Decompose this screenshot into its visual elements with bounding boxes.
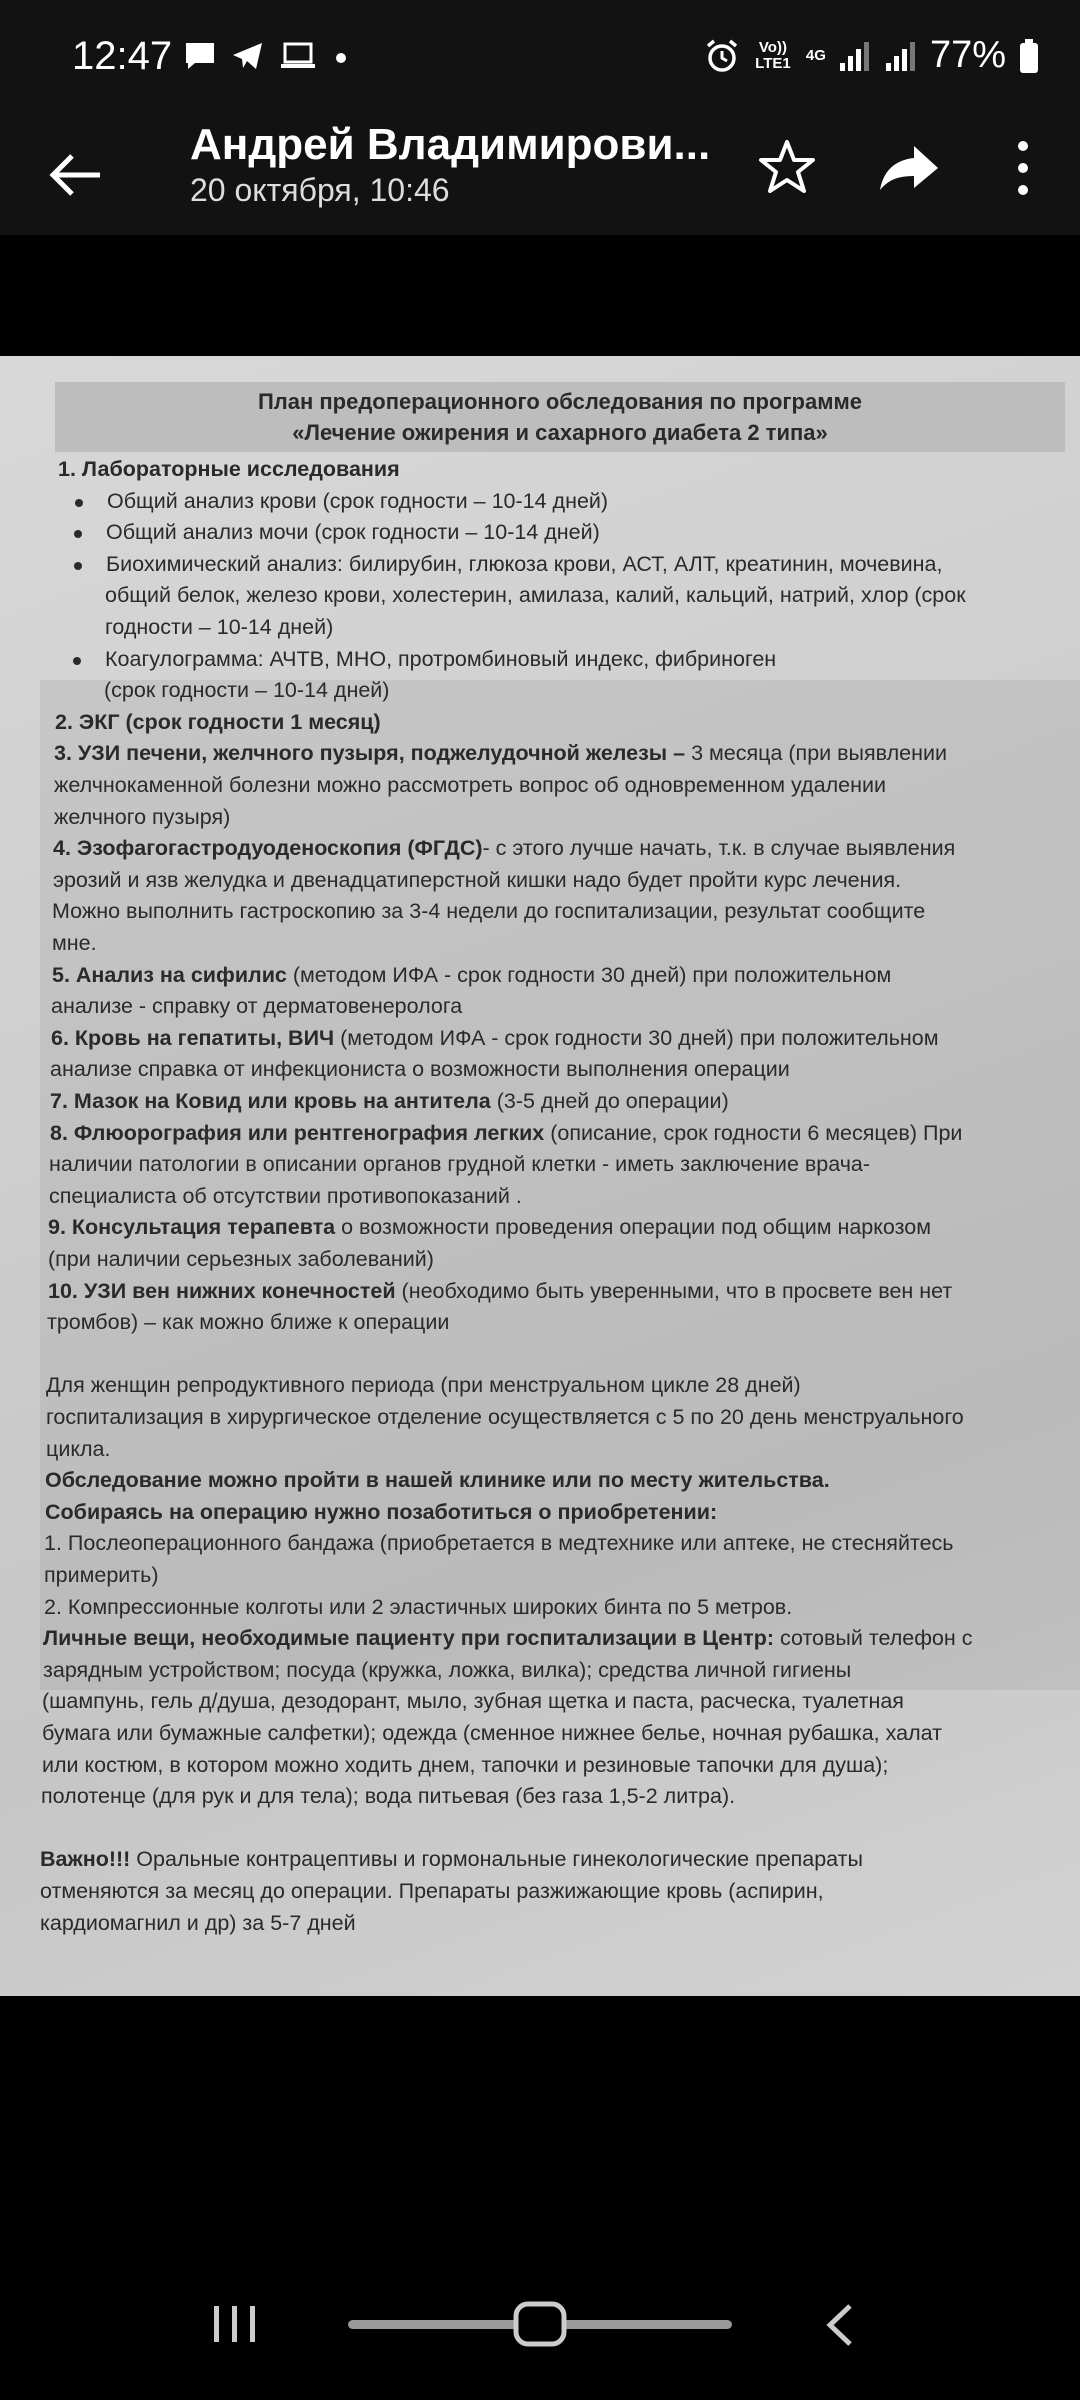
chat-icon [183,40,217,72]
document-line [46,1370,801,1401]
recents-icon[interactable] [210,2302,260,2346]
document-line [44,1560,159,1591]
document-line-text: сотовый телефон с [774,1626,973,1651]
navigation-bar [0,2270,1080,2400]
document-content [0,356,1080,1996]
document-line-text: (при наличии серьезных заболеваний) [48,1247,434,1271]
document-line-text: кардиомагнил и др) за 5-7 дней [40,1910,356,1935]
document-line-text: общий белок, железо крови, холестерин, амилаза, калий, кальций, натрий, хлор (срок [105,583,966,608]
document-line-bold: Личные вещи, необходимые пациенту при госпитализации в Центр: [43,1626,774,1651]
document-line-text: бумага или бумажные салфетки); одежда (сменное нижнее белье, ночная рубашка, халат [42,1721,942,1745]
document-line-bold: 2. ЭКГ (срок годности 1 месяц) [55,709,381,734]
document-line [105,644,776,675]
document-line-text: желчнокаменной болезни можно рассмотреть вопрос об одновременном удалении [54,773,886,797]
document-line-bold: 4. Эзофагогастродуоденоскопия (ФГДС) [53,836,483,861]
telegram-icon [231,40,265,72]
document-line [52,960,891,991]
signal-icon [838,39,872,73]
document-line-text: или костюм, в котором можно ходить днем, тапочки и резиновые тапочки для душа); [42,1752,889,1777]
document-line-text: Оральные контрацептивы и гормональные гинекологические препараты [130,1847,863,1872]
document-line-text: 1. Послеоперационного бандажа (приобретается в медтехнике или аптеке, не стесняйтесь [44,1531,954,1556]
document-line-text: - с этого лучше начать, т.к. в случае выявления [482,836,956,861]
bullet-icon [73,657,81,665]
document-line-text: (срок годности – 10-14 дней) [104,678,390,703]
document-line [45,1497,717,1528]
document-line-text: эрозий и язв желудка и двенадцатиперстной кишки надо будет пройти курс лечения. [53,867,902,892]
document-line-text: полотенце (для рук и для тела); вода питьевая (без газа 1,5-2 литра). [41,1784,736,1809]
document-photo[interactable] [0,356,1080,1996]
document-line-text: желчного пузыря) [54,804,231,829]
document-line [52,928,97,959]
document-line-text: 2. Компрессионные колготы или 2 эластичных широких бинта по 5 метров. [44,1594,793,1619]
document-line [106,549,942,580]
document-line [40,1876,824,1907]
bullet-icon [75,499,83,507]
document-line [45,1465,830,1496]
document-line-text: (методом ИФА - срок годности 30 дней) при положительном [334,1025,939,1050]
document-line [52,896,925,927]
document-line-text: (3-5 дней до операции) [490,1089,729,1113]
document-line [48,1212,931,1243]
back-button[interactable] [40,140,110,210]
sender-name: Андрей Владимирови... [190,120,711,169]
app-bar [0,120,1080,235]
document-line [50,1086,729,1117]
document-line [51,991,462,1022]
document-line-text: зарядным устройством; посуда (кружка, ложка, вилка); средства личной гигиены [43,1657,852,1682]
document-line-text: (шампунь, гель д/душа, дезодорант, мыло, зубная щетка и паста, расческа, туалетная [42,1689,904,1714]
status-bar [0,0,1080,120]
document-line-bold: 1. Лабораторные исследования [58,457,400,481]
document-line-text: отменяются за месяц до операции. Препараты разжижающие кровь (аспирин, [40,1879,824,1903]
document-line-text: (описание, срок годности 6 месяцев) При [544,1120,963,1145]
document-line-text: 3 месяца (при выявлении [685,741,947,766]
document-header-line: План предоперационного обследования по программе [257,389,863,414]
message-date: 20 октября, 10:46 [190,172,450,208]
document-line [42,1686,904,1717]
document-line-text: годности – 10-14 дней) [105,615,334,639]
laptop-icon [279,40,317,72]
document-line-text: мне. [52,931,97,955]
document-line [105,580,966,611]
document-line-text: (методом ИФА - срок годности 30 дней) при положительном [286,962,892,987]
document-line [107,486,608,517]
document-line-text: тромбов) – как можно ближе к операции [47,1310,450,1335]
status-right [704,34,1040,77]
document-line-text: специалиста об отсутствии противопоказаний . [49,1183,522,1208]
network-type: Vo)) LTE1 [755,38,791,72]
more-options-icon[interactable] [1000,132,1046,202]
document-line [58,454,400,485]
document-line [44,1592,792,1623]
document-line [42,1718,942,1749]
document-line [41,1781,735,1812]
document-line [49,1181,522,1212]
document-line [46,1434,110,1465]
document-line-bold: 10. УЗИ вен нижних конечностей [48,1278,396,1303]
document-line [47,1307,449,1338]
document-line [54,770,886,801]
bullet-icon [74,530,82,538]
document-line [50,1118,962,1149]
document-line-text: примерить) [44,1563,159,1587]
dot-icon [331,40,351,72]
document-line-text: наличии патологии в описании органов грудной клетки - иметь заключение врача- [49,1152,871,1177]
back-nav-icon[interactable] [820,2300,860,2350]
home-icon[interactable] [348,2294,732,2354]
document-line-text: (необходимо быть уверенными, что в просвете вен нет [395,1278,953,1303]
document-line [42,1750,888,1781]
document-line-text: Общий анализ мочи (срок годности – 10-14 дней) [106,520,600,545]
document-line [48,1244,434,1275]
notification-icons [183,40,351,72]
document-line [40,1844,863,1875]
document-line [104,675,389,706]
document-line [54,738,947,769]
network-4g: 4G [805,46,826,64]
document-line-bold: 7. Мазок на Ковид или кровь на антитела [50,1089,491,1113]
document-line [48,1276,952,1307]
document-line [106,517,600,548]
document-header [55,382,1065,452]
document-line-bold: Собираясь на операцию нужно позаботиться о приобретении: [45,1499,718,1524]
status-time: 12:47 [72,34,173,78]
document-line-text: госпитализация в хирургическое отделение осуществляется с 5 по 20 день менструального [46,1405,964,1429]
document-line-text: Для женщин репродуктивного периода (при менструальном цикле 28 дней) [46,1373,801,1398]
document-line-bold: 6. Кровь на гепатиты, ВИЧ [51,1025,335,1050]
document-line-bold: Обследование можно пройти в нашей клинике или по месту жительства. [45,1468,830,1493]
document-line [40,1908,356,1939]
document-line-text: Можно выполнить гастроскопию за 3-4 недели до госпитализации, результат сообщите [52,899,926,924]
bullet-icon [74,562,82,570]
document-header-line: «Лечение ожирения и сахарного диабета 2 типа» [292,420,828,445]
battery-icon [1018,38,1040,74]
document-line-bold: Важно!!! [40,1847,131,1872]
document-line-bold: 9. Консультация терапевта [48,1215,336,1240]
signal-icon-2 [884,39,918,73]
document-line-bold: 5. Анализ на сифилис [52,962,287,987]
document-line-text: анализе - справку от дерматовенеролога [51,994,463,1019]
document-line [54,802,230,833]
document-line-text: Коагулограмма: АЧТВ, МНО, протромбиновый индекс, фибриноген [105,646,777,671]
document-line [46,1402,964,1433]
battery-percent: 77% [929,34,1006,76]
document-line-text: Общий анализ крови (срок годности – 10-14 дней) [107,488,609,513]
star-icon[interactable] [752,132,822,202]
document-line [53,833,955,864]
document-line-bold: 8. Флюорография или рентгенография легких [50,1120,545,1145]
document-line-text: о возможности проведения операции под общим наркозом [335,1215,931,1240]
share-icon[interactable] [874,132,944,202]
document-line-text: Биохимический анализ: билирубин, глюкоза крови, АСТ, АЛТ, креатинин, мочевина, [106,551,943,576]
document-line-text: цикла. [46,1436,111,1461]
document-line [44,1528,953,1559]
document-line [51,1023,939,1054]
document-line [43,1623,972,1654]
document-line [55,707,381,738]
document-line [105,612,333,643]
document-line [43,1655,851,1686]
document-line [49,1149,870,1180]
document-line [50,1054,790,1085]
document-line-text: анализе справка от инфекциониста о возможности выполнения операции [50,1057,790,1082]
document-line-bold: 3. УЗИ печени, желчного пузыря, поджелудочной железы – [54,741,686,766]
alarm-icon [704,38,740,74]
document-line [53,865,901,896]
